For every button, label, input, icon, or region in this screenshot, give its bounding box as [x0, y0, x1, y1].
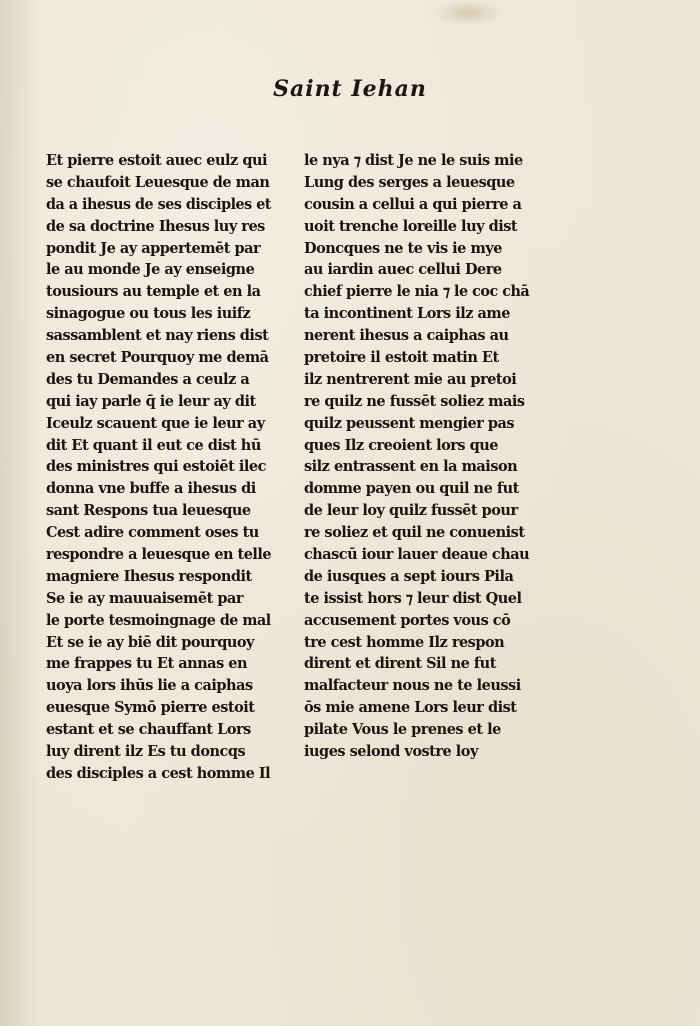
text-line: dirent et dirent Sil ne fut	[304, 655, 496, 673]
text-line: ilz nentrerent mie au pretoi	[304, 370, 517, 388]
text-line: qui iay parle q̄ ie leur ay dit	[46, 392, 256, 410]
text-line: Et pierre estoit auec eulz qui	[46, 152, 268, 169]
text-line: se chaufoit Leuesque de man	[46, 173, 270, 191]
text-line: iuges selond vostre loy	[304, 743, 478, 761]
text-line: uoya lors ihūs lie a caiphas	[46, 677, 253, 695]
text-line: silz entrassent en la maison	[304, 458, 518, 476]
text-line: Lung des serges a leuesque	[304, 173, 515, 191]
text-line: Iceulz scauent que ie leur ay	[46, 414, 265, 432]
text-line: des ministres qui estoiēt ilec	[46, 458, 266, 476]
text-line: malfacteur nous ne te leussi	[304, 677, 521, 695]
text-line: de sa doctrine Ihesus luy res	[46, 217, 265, 235]
text-line: estant et se chauffant Lors	[46, 721, 251, 739]
text-line: ta incontinent Lors ilz ame	[304, 305, 510, 323]
text-line: Doncques ne te vis ie mye	[304, 239, 502, 257]
text-line: Cest adire comment oses tu	[46, 524, 259, 542]
text-line: le nya ⁊ dist Je ne le suis mie	[304, 152, 523, 169]
text-line: le au monde Je ay enseigne	[46, 261, 255, 279]
text-line: ques Ilz creoient lors que	[304, 436, 499, 454]
text-line: nerent ihesus a caiphas au	[304, 327, 509, 345]
left-text-column	[46, 150, 271, 785]
text-line: re soliez et quil ne conuenist	[304, 524, 525, 542]
text-line: sinagogue ou tous les iuifz	[46, 305, 251, 323]
text-line: pilate Vous le prenes et le	[304, 721, 501, 739]
text-line: chief pierre le nia ⁊ le coc chā	[304, 283, 530, 301]
text-line: te issist hors ⁊ leur dist Quel	[304, 589, 522, 607]
text-line: sant Respons tua leuesque	[46, 502, 251, 520]
text-line: da a ihesus de ses disciples et	[46, 195, 271, 213]
text-line: ōs mie amene Lors leur dist	[304, 699, 517, 717]
right-text-column	[304, 150, 529, 763]
text-line: en secret Pourquoy me demā	[46, 349, 269, 367]
text-line: Se ie ay mauuaisemēt par	[46, 589, 243, 607]
text-line: magniere Ihesus respondit	[46, 567, 252, 585]
text-line: euesque Symō pierre estoit	[46, 699, 255, 717]
text-line: au iardin auec cellui Dere	[304, 261, 502, 279]
text-line: donna vne buffe a ihesus di	[46, 480, 256, 498]
text-line: re quilz ne fussēt soliez mais	[304, 392, 525, 410]
text-line: respondre a leuesque en telle	[46, 546, 272, 564]
text-line: luy dirent ilz Es tu doncqs	[46, 743, 246, 761]
running-head: Saint Iehan	[273, 76, 427, 102]
text-line: domme payen ou quil ne fut	[304, 480, 519, 498]
text-line: tousiours au temple et en la	[46, 283, 261, 301]
paper-stain	[432, 0, 504, 26]
text-line: uoit trenche loreille luy dist	[304, 217, 518, 235]
text-line: chascū iour lauer deaue chau	[304, 546, 530, 564]
text-line: pretoire il estoit matin Et	[304, 349, 499, 367]
text-line: tre cest homme Ilz respon	[304, 633, 505, 651]
text-line: le porte tesmoingnage de mal	[46, 611, 271, 629]
text-line: me frappes tu Et annas en	[46, 655, 248, 673]
text-line: accusement portes vous cō	[304, 611, 511, 629]
text-line: pondit Je ay appertemēt par	[46, 239, 261, 257]
text-line: de iusques a sept iours Pila	[304, 567, 514, 585]
text-line: Et se ie ay biē dit pourquoy	[46, 633, 254, 651]
text-line: sassamblent et nay riens dist	[46, 327, 269, 345]
text-line: de leur loy quilz fussēt pour	[304, 502, 518, 520]
text-line: des tu Demandes a ceulz a	[46, 370, 250, 388]
text-line: quilz peussent mengier pas	[304, 414, 515, 432]
text-line: dit Et quant il eut ce dist hū	[46, 436, 261, 454]
text-line: cousin a cellui a qui pierre a	[304, 195, 522, 213]
text-line: des disciples a cest homme Il	[46, 764, 271, 782]
